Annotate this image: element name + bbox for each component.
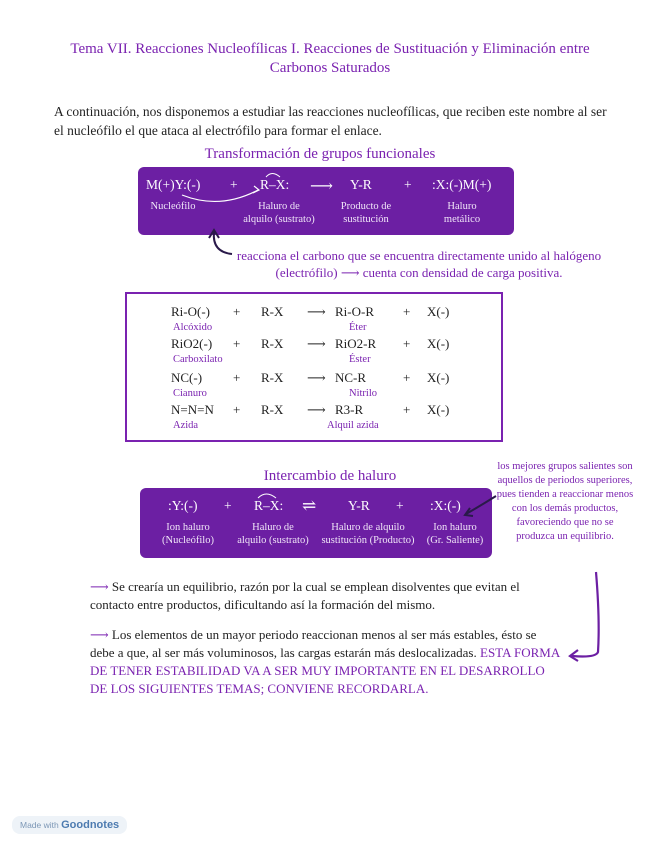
example-x: X(-) <box>427 370 450 385</box>
arrow-bullet: ⟶ <box>90 627 109 642</box>
example-prod: Ri-O-R <box>335 304 374 319</box>
eq-plus: + <box>224 498 232 513</box>
example-prod: R3-R <box>335 402 364 417</box>
example-nu: N=N=N <box>171 402 214 417</box>
goodnotes-badge: Made with Goodnotes <box>12 816 127 834</box>
label-haluro-metalico: Haluro metálico <box>443 201 481 225</box>
eq-leaving-group: :X:(-) <box>430 498 461 513</box>
example-prod: RiO2-R <box>335 336 377 351</box>
paragraph-estabilidad: ⟶ Los elementos de un mayor periodo reaccionan menos al ser más estables, ésto se debe a que, al ser más voluminosos, las cargas estarán más deslocalizadas. ESTA FORMA DE TENER ESTABILIDAD VA A SER MUY IMPORTANTE EN EL DESARROLLO DE LOS SIGUIENTES TEMAS; CONVIENE RECORDARLA. <box>90 627 560 696</box>
example-plus: + <box>233 402 241 417</box>
example-product-name: Alquil azida <box>327 420 379 431</box>
eq-equilibrium-arrow: ⇌ <box>302 496 317 515</box>
example-nu: RiO2(-) <box>171 336 213 351</box>
example-rx: R-X <box>261 336 284 351</box>
example-product-name: Nitrilo <box>349 388 377 399</box>
example-nucleophile-name: Azida <box>173 420 199 431</box>
label-grupo-saliente: Ion haluro (Gr. Saliente) <box>426 522 484 546</box>
example-rx: R-X <box>261 304 284 319</box>
example-nucleophile-name: Alcóxido <box>173 322 213 333</box>
example-plus2: + <box>403 304 411 319</box>
example-rx: R-X <box>261 370 284 385</box>
eq-arrow: ⟶ <box>310 178 333 195</box>
label-haluro-alquilo: Haluro de alquilo (sustrato) <box>243 201 315 225</box>
example-nucleophile-name: Cianuro <box>173 388 207 399</box>
arrow-bullet: ⟶ <box>90 579 109 594</box>
note-electrofilo: reacciona el carbono que se encuentra directamente unido al halógeno (electrófilo) ⟶ cuenta con densidad de carga positiva. <box>236 248 602 280</box>
eq-plus: + <box>396 498 404 513</box>
highlight-estabilidad: ESTA FORMA DE TENER ESTABILIDAD VA A SER MUY IMPORTANTE EN EL DESARROLLO DE LOS SIGUIENTES TEMAS; CONVIENE RECORDARLA. <box>90 645 560 696</box>
eq-product: Y-R <box>350 177 372 192</box>
example-nu: NC(-) <box>171 370 203 385</box>
eq-nucleophile: M(+)Y:(-) <box>146 177 201 192</box>
example-x: X(-) <box>427 336 450 351</box>
example-plus2: + <box>403 336 411 351</box>
example-x: X(-) <box>427 304 450 319</box>
example-plus2: + <box>403 402 411 417</box>
example-product-name: Éter <box>349 322 367 333</box>
example-arrow: ⟶ <box>307 336 326 351</box>
example-prod: NC-R <box>335 370 367 385</box>
example-x: X(-) <box>427 402 450 417</box>
example-product-name: Éster <box>349 354 371 365</box>
eq-haloalkane: R–X: <box>260 177 290 192</box>
label-nucleofilo: Nucleófilo <box>150 201 196 212</box>
example-rx: R-X <box>261 402 284 417</box>
example-plus2: + <box>403 370 411 385</box>
eq-product: Y-R <box>348 498 370 513</box>
section-heading-transformacion: Transformación de grupos funcionales <box>204 146 436 162</box>
eq-halide: :X:(-)M(+) <box>432 177 492 192</box>
example-nucleophile-name: Carboxilato <box>173 354 223 365</box>
title-line-1: Tema VII. Reacciones Nucleofílicas I. Reacciones de Sustituación y Eliminación entre <box>70 41 590 57</box>
label-producto: Haluro de alquilo sustitución (Producto) <box>321 522 415 546</box>
section-heading-intercambio: Intercambio de haluro <box>263 468 397 484</box>
eq-plus: + <box>230 177 238 192</box>
example-plus: + <box>233 370 241 385</box>
example-arrow: ⟶ <box>307 304 326 319</box>
label-ion-haluro: Ion haluro (Nucleófilo) <box>162 522 214 546</box>
eq-haloalkane: R–X: <box>254 498 284 513</box>
example-plus: + <box>233 336 241 351</box>
intro-paragraph: A continuación, nos disponemos a estudiar las reacciones nucleofílicas, que reciben este nombre al ser el nucleófilo el que ataca al electrófilo para formar el enlace. <box>54 104 607 138</box>
example-arrow: ⟶ <box>307 402 326 417</box>
label-producto: Producto de sustitución <box>340 201 392 225</box>
example-nu: Ri-O(-) <box>171 304 210 319</box>
example-arrow: ⟶ <box>307 370 326 385</box>
eq-plus: + <box>404 177 412 192</box>
side-note-grupos-salientes: los mejores grupos salientes son aquellos de periodos superiores, pues tienden a reaccionar menos con los demás productos, favoreciendo que no se produzca un equilibrio. <box>496 461 634 542</box>
title-line-2: Carbonos Saturados <box>269 60 391 76</box>
eq-ion: :Y:(-) <box>168 498 198 513</box>
example-plus: + <box>233 304 241 319</box>
label-haluro-alquilo: Haluro de alquilo (sustrato) <box>237 522 309 546</box>
paragraph-equilibrio: ⟶ Se crearía un equilibrio, razón por la cual se emplean disolventes que evitan el contacto entre productos, dificultando así la formación del mismo. <box>90 579 520 612</box>
